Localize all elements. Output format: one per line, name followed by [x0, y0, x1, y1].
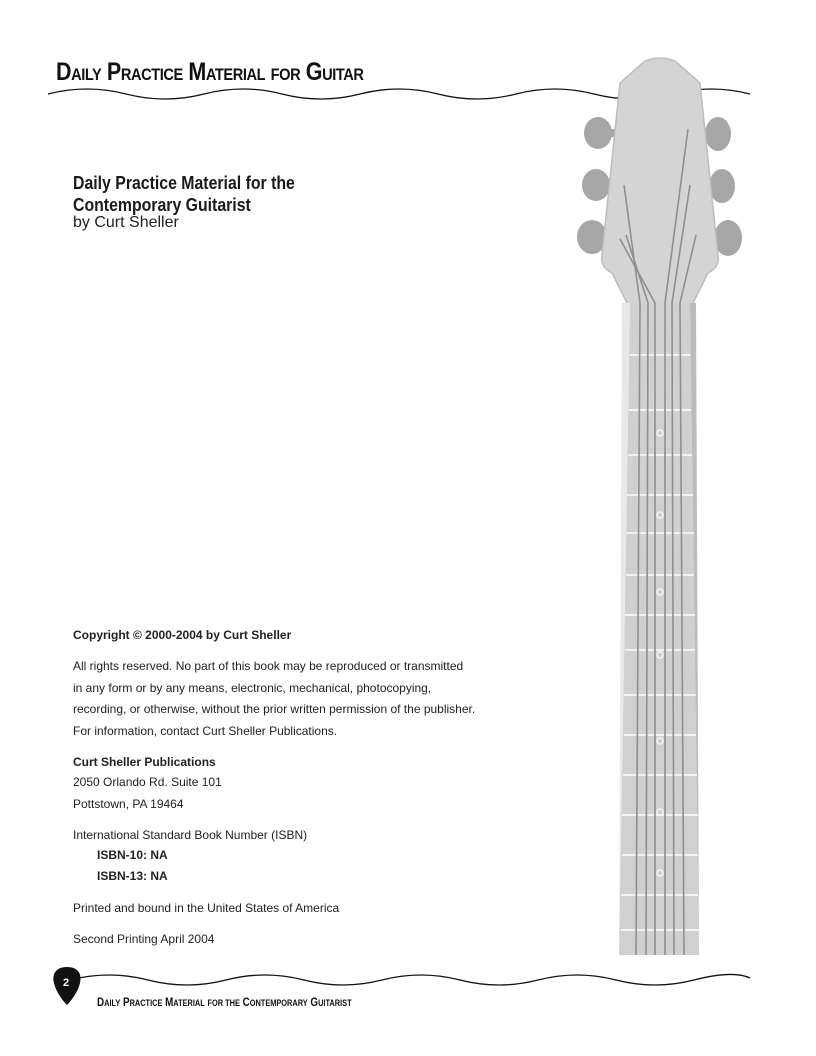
guitar-neck-illustration: [560, 55, 760, 960]
publisher-address-line-2: Pottstown, PA 19464: [73, 797, 184, 811]
guitar-headstock: [602, 58, 719, 305]
isbn-10: ISBN-10: NA: [97, 848, 168, 862]
rights-line: For information, contact Curt Sheller Publications.: [73, 723, 338, 738]
footer-title: [97, 995, 352, 1009]
footer-word: PRACTICE: [122, 995, 163, 1009]
isbn-13: ISBN-13: NA: [97, 869, 168, 883]
footer-word: GUITARIST: [310, 995, 352, 1009]
book-author: by Curt Sheller: [73, 214, 179, 231]
isbn-heading: International Standard Book Number (ISBN): [73, 828, 308, 842]
rights-line: in any form or by any means, electronic, mechanical, photocopying,: [73, 680, 432, 695]
header-word: PRACTICE: [106, 58, 183, 86]
footer-word: MATERIAL: [165, 995, 205, 1009]
publisher-name: Curt Sheller Publications: [73, 755, 216, 769]
footer-word: DAILY: [97, 995, 121, 1009]
page-number: 2: [62, 977, 70, 989]
book-title-line-2: Contemporary Guitarist: [73, 195, 251, 215]
book-title: [73, 172, 295, 216]
publisher-address-line-1: 2050 Orlando Rd. Suite 101: [73, 775, 222, 789]
header-word: MATERIAL: [188, 58, 266, 86]
copyright-notice: Copyright © 2000-2004 by Curt Sheller: [73, 628, 292, 642]
printed-notice: Printed and bound in the United States of America: [73, 901, 340, 915]
footer-wave-rule: [0, 968, 816, 992]
header-word: GUITAR: [305, 58, 364, 86]
footer-word: CONTEMPORARY: [242, 995, 308, 1009]
printing-notice: Second Printing April 2004: [73, 932, 215, 946]
rights-line: recording, or otherwise, without the prior written permission of the publisher.: [73, 702, 476, 716]
footer-word: FOR THE: [207, 998, 240, 1008]
copyright-block: [73, 628, 533, 949]
header-word: DAILY: [56, 58, 102, 86]
guitar-fretboard: [619, 303, 699, 955]
book-title-line-1: Daily Practice Material for the: [73, 173, 295, 193]
header-word: FOR: [270, 65, 301, 84]
rights-line: All rights reserved. No part of this book may be reproduced or transmitted: [73, 659, 464, 673]
